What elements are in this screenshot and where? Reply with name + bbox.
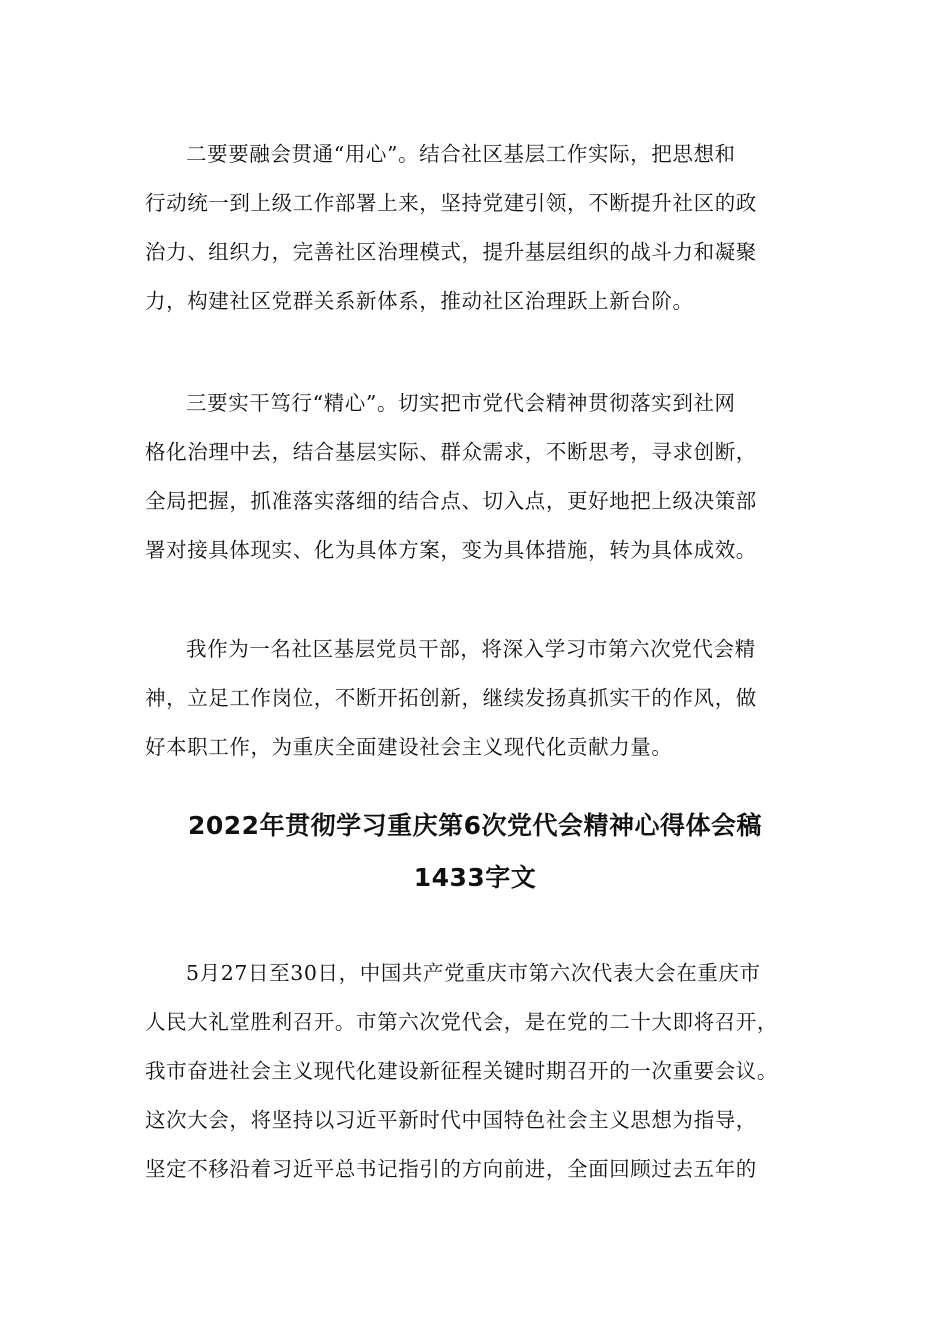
paragraph-2-line: 格化治理中去，结合基层实际、群众需求，不断思考，寻求创断， — [145, 440, 757, 464]
document-title-line: 2022年贯彻学习重庆第6次党代会精神心得体会稿 — [188, 811, 762, 840]
document-title — [100, 800, 850, 904]
paragraph-4-line: 5月27日至30日，中国共产党重庆市第六次代表大会在重庆市 — [186, 961, 761, 985]
paragraph-2-line: 三要实干笃行“精心”。切实把市党代会精神贯彻落实到社网 — [186, 391, 736, 415]
paragraph-3-line: 我作为一名社区基层党员干部，将深入学习市第六次党代会精 — [186, 637, 756, 661]
paragraph-3-line: 好本职工作，为重庆全面建设社会主义现代化贡献力量。 — [145, 735, 673, 759]
paragraph-2-line: 署对接具体现实、化为具体方案，变为具体措施，转为具体成效。 — [145, 538, 757, 562]
paragraph-2-line: 全局把握，抓准落实落细的结合点、切入点，更好地把上级决策部 — [145, 489, 757, 513]
paragraph-1-line: 力，构建社区党群关系新体系，推动社区治理跃上新台阶。 — [145, 289, 694, 313]
paragraph-4-line: 坚定不移沿着习近平总书记指引的方向前进，全面回顾过去五年的 — [145, 1157, 757, 1181]
paragraph-4-line: 我市奋进社会主义现代化建设新征程关键时期召开的一次重要会议。 — [145, 1059, 778, 1083]
paragraph-4-line: 这次大会，将坚持以习近平新时代中国特色社会主义思想为指导， — [145, 1108, 757, 1132]
paragraph-4-line: 人民大礼堂胜利召开。市第六次党代会，是在党的二十大即将召开， — [145, 1010, 778, 1034]
paragraph-1-line: 二要要融会贯通“用心”。结合社区基层工作实际，把思想和 — [186, 142, 736, 166]
paragraph-1 — [145, 130, 809, 326]
paragraph-1-line: 治力、组织力，完善社区治理模式，提升基层组织的战斗力和凝聚 — [145, 240, 757, 264]
paragraph-3-line: 神，立足工作岗位，不断开拓创新，继续发扬真抓实干的作风，做 — [145, 686, 757, 710]
paragraph-2 — [145, 379, 809, 575]
paragraph-4 — [145, 949, 809, 1194]
paragraph-1-line: 行动统一到上级工作部署上来，坚持党建引领，不断提升社区的政 — [145, 191, 757, 215]
paragraph-3 — [145, 625, 809, 772]
document-title-line: 1433字文 — [413, 863, 537, 892]
